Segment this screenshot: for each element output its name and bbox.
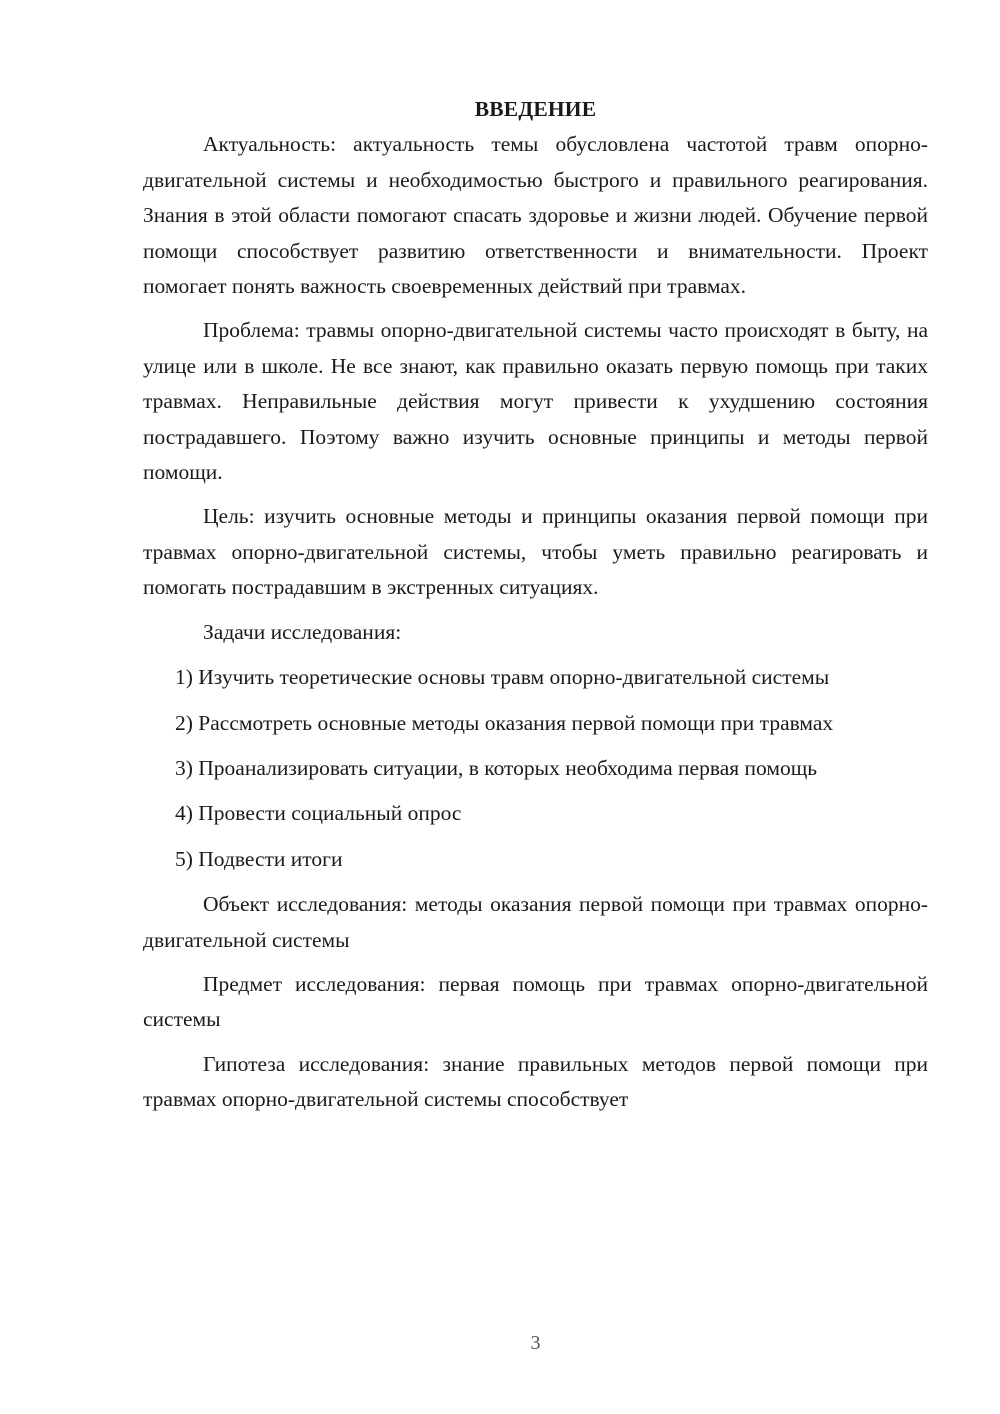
goal-paragraph: Цель: изучить основные методы и принципы оказания первой помощи при травмах опорно-двигательной системы, чтобы уметь правильно реагировать и помогать пострадавшим в экстренных ситуациях. — [143, 504, 928, 600]
relevance-paragraph: Актуальность: актуальность темы обусловлена частотой травм опорно-двигательной системы и необходимостью быстрого и правильного реагирования. Знания в этой области помогают спасать здоровье и жизни людей. Обучение первой помощи способствует развитию ответственности и внимательности. Проект помогает понять важность своевременных действий при травмах. — [143, 132, 928, 299]
page-title: ВВЕДЕНИЕ — [474, 97, 597, 121]
subject-paragraph: Предмет исследования: первая помощь при травмах опорно-двигательной системы — [143, 971, 928, 1032]
task-item-4: 4) Провести социальный опрос — [175, 801, 462, 826]
task-item-3: 3) Проанализировать ситуации, в которых необходима первая помощь — [175, 755, 818, 780]
task-item-2: 2) Рассмотреть основные методы оказания первой помощи при травмах — [175, 710, 834, 735]
task-item-1: 1) Изучить теоретические основы травм опорно-двигательной системы — [175, 665, 830, 690]
task-item-5: 5) Подвести итоги — [175, 846, 343, 871]
tasks-heading: Задачи исследования: — [203, 619, 402, 644]
problem-paragraph: Проблема: травмы опорно-двигательной системы часто происходят в быту, на улице или в школе. Не все знают, как правильно оказать первую помощь при таких травмах. Неправильные действия могут привести к ухудшению состояния пострадавшего. Поэтому важно изучить основные принципы и методы первой помощи. — [143, 318, 928, 485]
hypothesis-paragraph: Гипотеза исследования: знание правильных методов первой помощи при травмах опорно-двигательной системы способствует — [143, 1051, 928, 1112]
object-paragraph: Объект исследования: методы оказания первой помощи при травмах опорно-двигательной системы — [143, 892, 928, 952]
document-page — [143, 92, 928, 1127]
page-number: 3 — [530, 1332, 541, 1354]
